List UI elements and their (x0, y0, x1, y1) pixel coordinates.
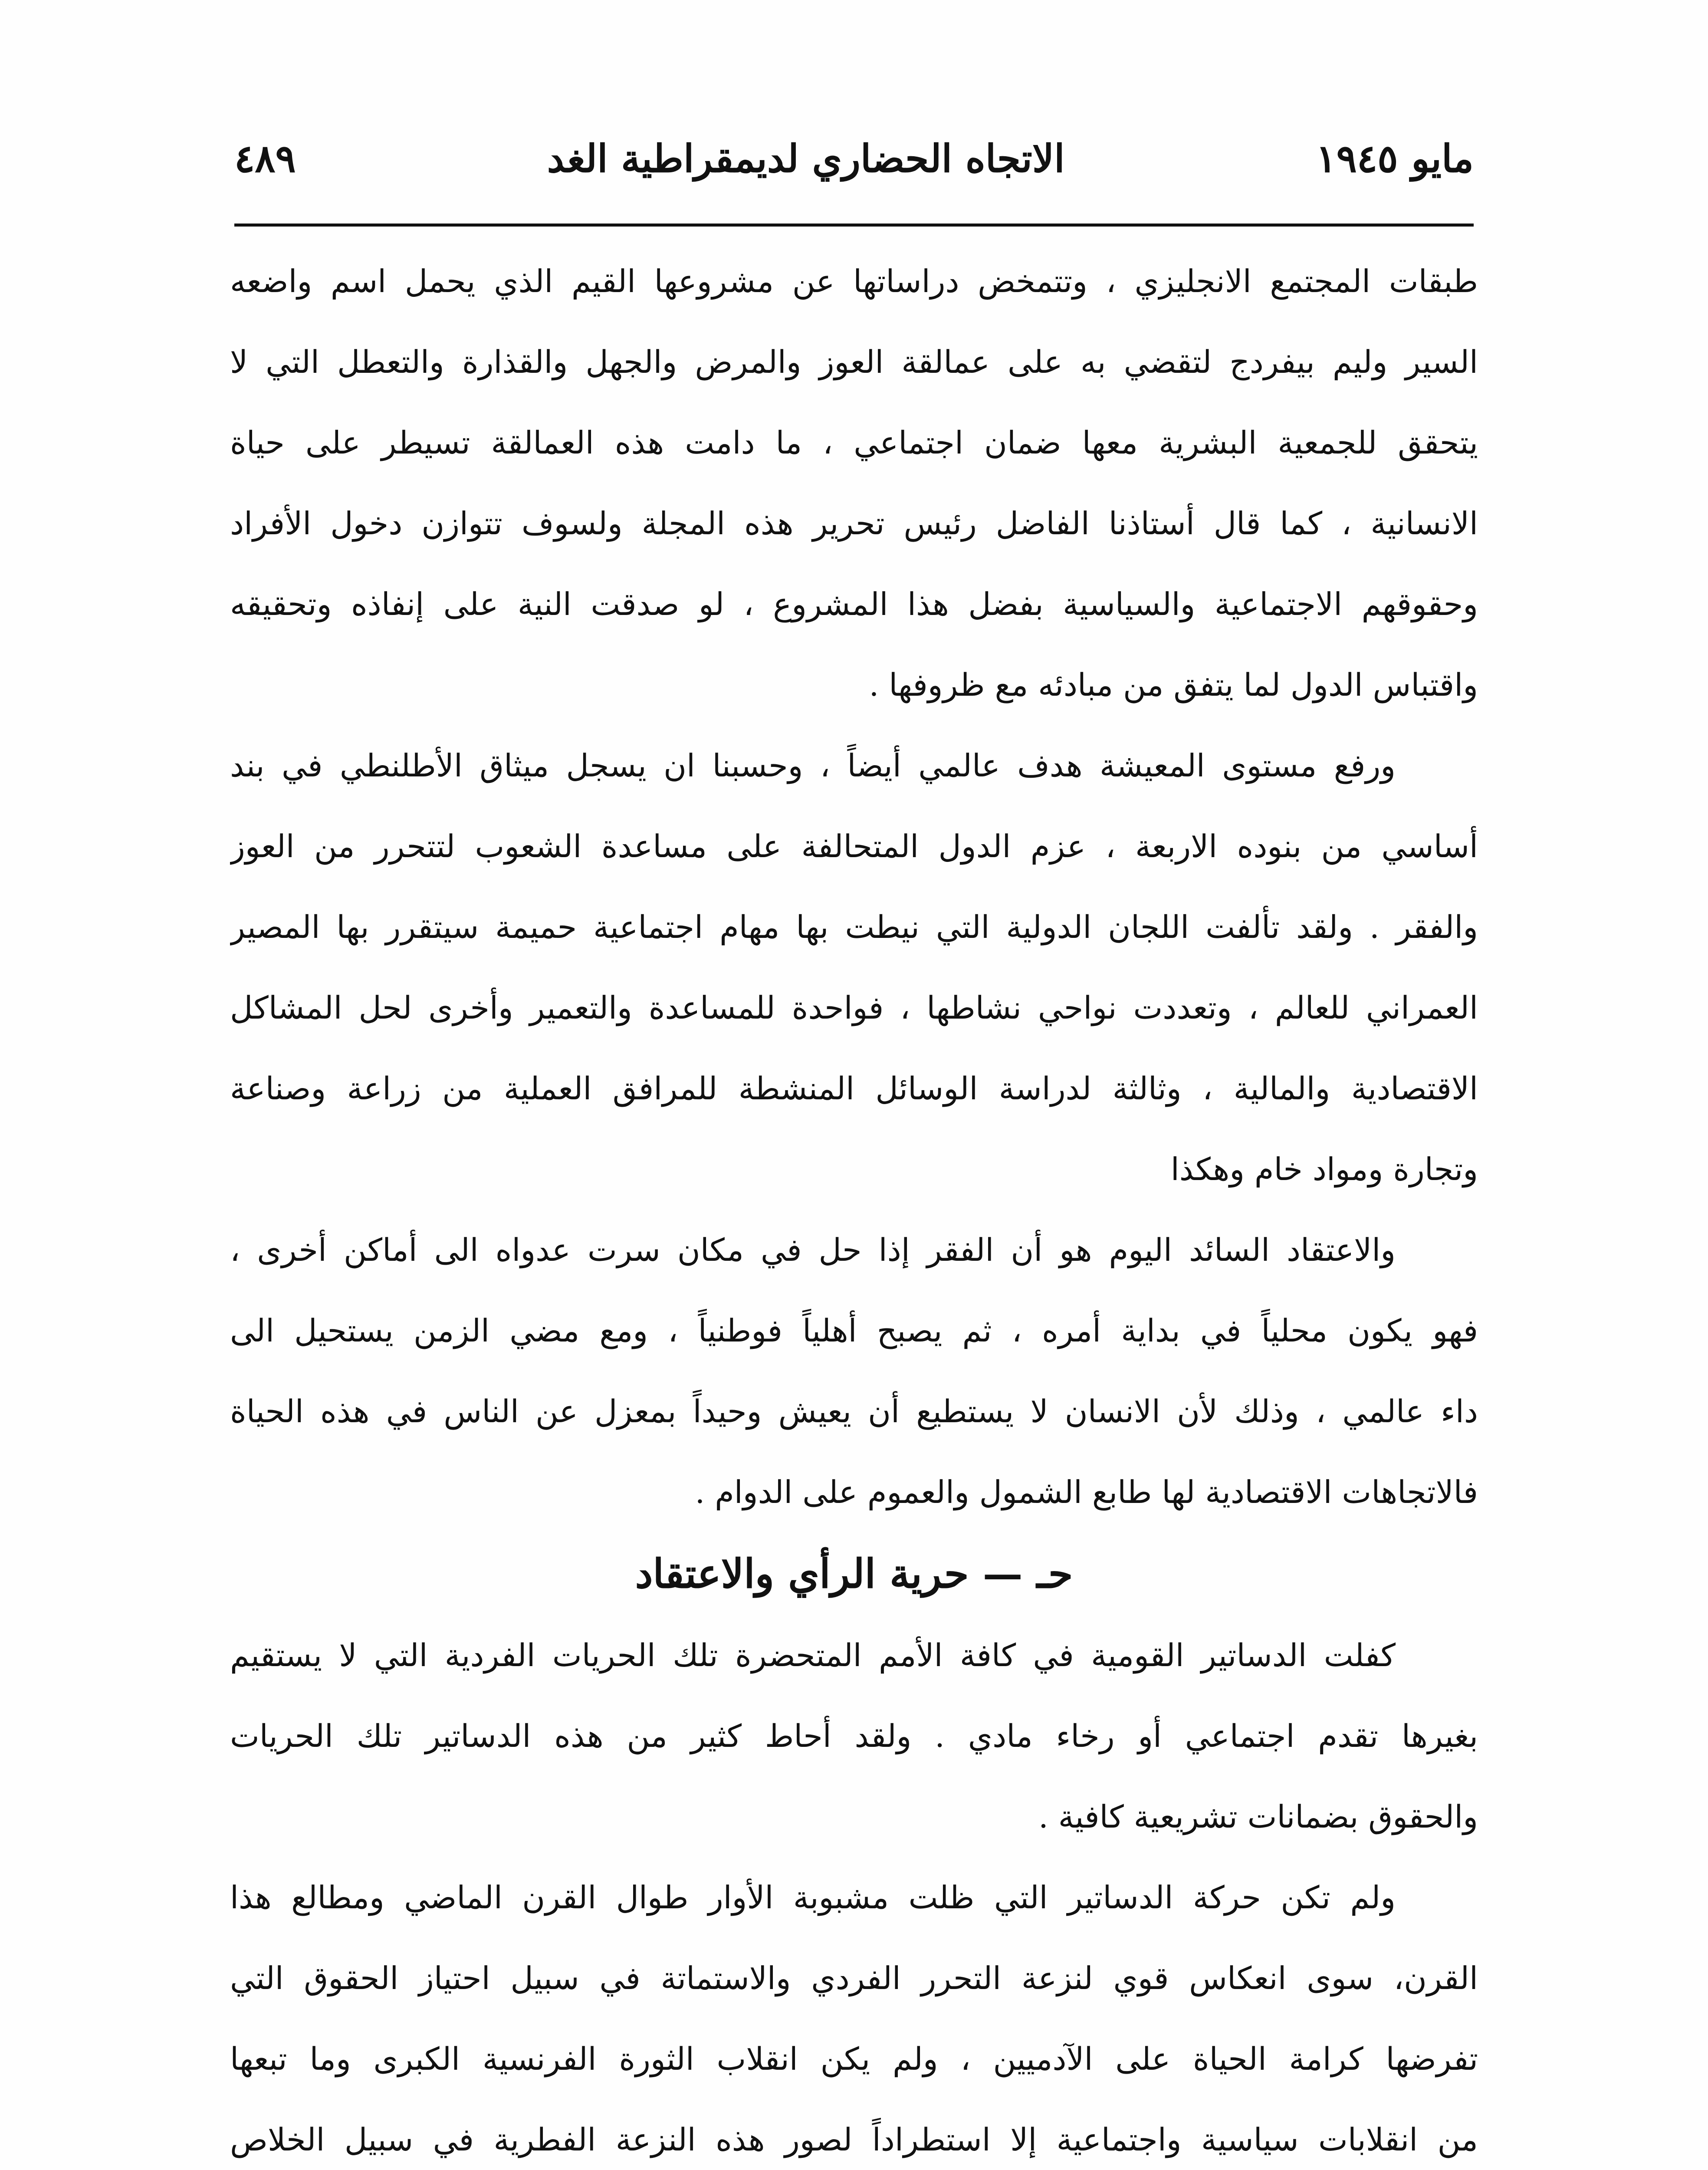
text-line: والحقوق بضمانات تشريعية كافية . (1038, 1798, 1478, 1835)
text-line: ورفع مستوى المعيشة هدف عالمي أيضاً ، وحسبنا ان يسجل ميثاق الأطلنطي في بند (230, 747, 1396, 784)
text-line: طبقات المجتمع الانجليزي ، وتتمخض دراساتها عن مشروعها القيم الذي يحمل اسم واضعه (230, 263, 1478, 299)
text-line: والفقر . ولقد تألفت اللجان الدولية التي نيطت بها مهام اجتماعية حميمة سيتقرر بها المصير (230, 909, 1478, 945)
text-line: والاعتقاد السائد اليوم هو أن الفقر إذا حل في مكان سرت عدواه الى أماكن أخرى ، (230, 1232, 1396, 1268)
header-date: مايو ١٩٤٥ (1316, 136, 1474, 181)
text-line: فالاتجاهات الاقتصادية لها طابع الشمول والعموم على الدوام . (695, 1474, 1478, 1510)
text-line: وحقوقهم الاجتماعية والسياسية بفضل هذا المشروع ، لو صدقت النية على إنفاذه وتحقيقه (230, 586, 1478, 622)
text-line: ولم تكن حركة الدساتير التي ظلت مشبوبة الأوار طوال القرن الماضي ومطالع هذا (230, 1879, 1396, 1916)
text-line: أساسي من بنوده الاربعة ، عزم الدول المتحالفة على مساعدة الشعوب لتتحرر من العوز (230, 828, 1478, 865)
text-line: وتجارة ومواد خام وهكذا (1170, 1151, 1478, 1187)
text-line: داء عالمي ، وذلك لأن الانسان لا يستطيع أن يعيش وحيداً بمعزل عن الناس في هذه الحياة (230, 1393, 1478, 1430)
text-line: تفرضها كرامة الحياة على الآدميين ، ولم يكن انقلاب الثورة الفرنسية الكبرى وما تبعها (230, 2041, 1478, 2077)
page-number: ٤٨٩ (234, 136, 296, 181)
header-rule (234, 224, 1474, 227)
text-line: الاقتصادية والمالية ، وثالثة لدراسة الوسائل المنشطة للمرافق العملية من زراعة وصناعة (230, 1070, 1478, 1107)
section-heading: حـ — حرية الرأي والاعتقاد (635, 1550, 1073, 1597)
article-body (230, 241, 1478, 2170)
page-header (234, 122, 1474, 195)
text-line: واقتباس الدول لما يتفق من مبادئه مع ظروفها . (869, 667, 1478, 703)
text-line: الانسانية ، كما قال أستاذنا الفاضل رئيس تحرير هذه المجلة ولسوف تتوازن دخول الأفراد (230, 505, 1478, 542)
text-line: القرن، سوى انعكاس قوي لنزعة التحرر الفردي والاستماتة في سبيل احتياز الحقوق التي (230, 1960, 1478, 1996)
text-line: فهو يكون محلياً في بداية أمره ، ثم يصبح أهلياً فوطنياً ، ومع مضي الزمن يستحيل الى (230, 1312, 1478, 1349)
header-title: الاتجاه الحضاري لديمقراطية الغد (547, 136, 1065, 181)
text-line: يتحقق للجمعية البشرية معها ضمان اجتماعي ، ما دامت هذه العمالقة تسيطر على حياة (230, 424, 1478, 461)
text-line: العمراني للعالم ، وتعددت نواحي نشاطها ، فواحدة للمساعدة والتعمير وأخرى لحل المشاكل (230, 990, 1478, 1026)
text-line: السير وليم بيفردج لتقضي به على عمالقة العوز والمرض والجهل والقذارة والتعطل التي لا (230, 344, 1478, 380)
text-line: كفلت الدساتير القومية في كافة الأمم المتحضرة تلك الحريات الفردية التي لا يستقيم (230, 1637, 1396, 1674)
text-line: بغيرها تقدم اجتماعي أو رخاء مادي . ولقد أحاط كثير من هذه الدساتير تلك الحريات (230, 1718, 1478, 1754)
text-line: من انقلابات سياسية واجتماعية إلا استطراداً لصور هذه النزعة الفطرية في سبيل الخلاص (230, 2121, 1478, 2158)
